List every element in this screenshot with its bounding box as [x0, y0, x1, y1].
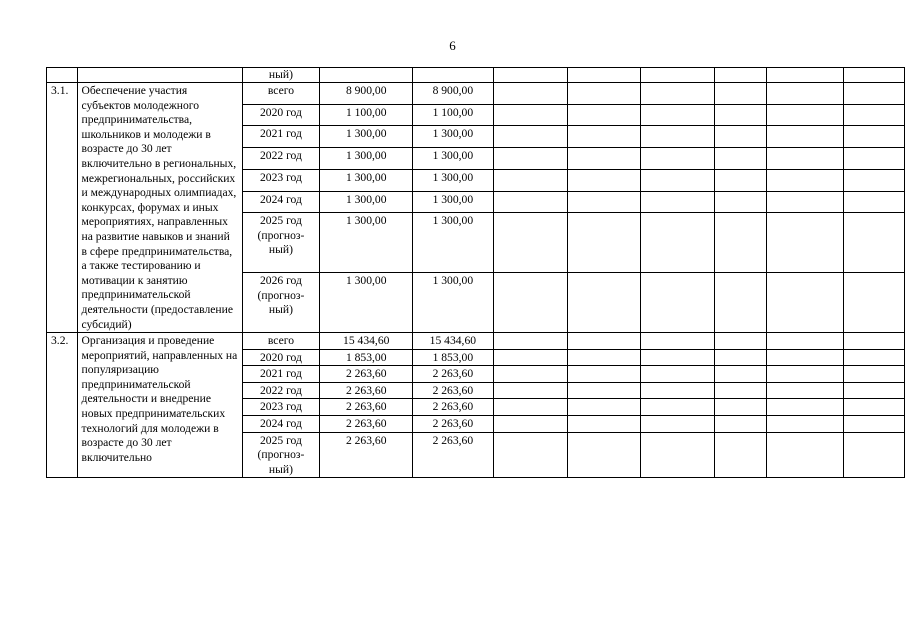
empty-cell — [641, 191, 714, 213]
empty-cell — [766, 366, 843, 383]
year-cell: 2024 год — [242, 191, 320, 213]
empty-cell — [641, 148, 714, 170]
year-cell: 2022 год — [242, 148, 320, 170]
empty-cell — [568, 349, 641, 366]
empty-cell — [568, 126, 641, 148]
total-cell: 2 263,60 — [320, 382, 413, 399]
empty-cell — [714, 169, 766, 191]
empty-cell — [493, 399, 568, 416]
empty-cell — [641, 382, 714, 399]
empty-cell — [714, 273, 766, 333]
empty-cell — [766, 213, 843, 273]
description-cell — [77, 68, 242, 83]
total-cell: 1 300,00 — [320, 148, 413, 170]
empty-cell — [641, 126, 714, 148]
empty-cell — [493, 333, 568, 350]
empty-cell — [714, 366, 766, 383]
total-cell: 1 300,00 — [320, 273, 413, 333]
budget-cell: 2 263,60 — [413, 382, 493, 399]
budget-cell: 2 263,60 — [413, 366, 493, 383]
empty-cell — [843, 191, 904, 213]
total-cell: 1 300,00 — [320, 213, 413, 273]
empty-cell — [843, 68, 904, 83]
empty-cell — [766, 169, 843, 191]
empty-cell — [493, 416, 568, 433]
empty-cell — [493, 273, 568, 333]
empty-cell — [766, 333, 843, 350]
empty-cell — [714, 333, 766, 350]
budget-cell: 1 300,00 — [413, 213, 493, 273]
empty-cell — [641, 68, 714, 83]
empty-cell — [714, 382, 766, 399]
budget-cell: 1 100,00 — [413, 104, 493, 126]
total-cell: 2 263,60 — [320, 399, 413, 416]
year-cell: 2025 год (прогноз-ный) — [242, 432, 320, 478]
empty-cell — [493, 169, 568, 191]
empty-cell — [843, 169, 904, 191]
budget-cell: 1 300,00 — [413, 191, 493, 213]
empty-cell — [568, 104, 641, 126]
empty-cell — [766, 83, 843, 105]
empty-cell — [568, 399, 641, 416]
empty-cell — [843, 126, 904, 148]
year-cell: всего — [242, 333, 320, 350]
empty-cell — [843, 273, 904, 333]
total-cell: 2 263,60 — [320, 416, 413, 433]
empty-cell — [493, 126, 568, 148]
empty-cell — [641, 366, 714, 383]
row-number-cell — [47, 68, 78, 83]
budget-cell — [413, 68, 493, 83]
empty-cell — [843, 432, 904, 478]
empty-cell — [568, 169, 641, 191]
empty-cell — [641, 432, 714, 478]
description-cell: Организация и проведение мероприятий, направленных на популяризацию предпринимательской деятельности и внедрение новых предпринимательских технологий для молодежи в возрасте до 30 лет включительно — [77, 333, 242, 478]
empty-cell — [843, 349, 904, 366]
empty-cell — [493, 382, 568, 399]
table-row — [47, 333, 905, 350]
empty-cell — [493, 68, 568, 83]
empty-cell — [843, 366, 904, 383]
empty-cell — [493, 213, 568, 273]
empty-cell — [641, 213, 714, 273]
empty-cell — [568, 68, 641, 83]
empty-cell — [641, 83, 714, 105]
budget-cell: 2 263,60 — [413, 432, 493, 478]
empty-cell — [493, 104, 568, 126]
empty-cell — [843, 416, 904, 433]
budget-cell: 2 263,60 — [413, 416, 493, 433]
empty-cell — [714, 126, 766, 148]
empty-cell — [766, 382, 843, 399]
empty-cell — [568, 416, 641, 433]
empty-cell — [568, 432, 641, 478]
empty-cell — [766, 349, 843, 366]
empty-cell — [714, 191, 766, 213]
year-cell: 2023 год — [242, 169, 320, 191]
empty-cell — [493, 366, 568, 383]
empty-cell — [714, 104, 766, 126]
empty-cell — [493, 191, 568, 213]
empty-cell — [568, 382, 641, 399]
table-row — [47, 83, 905, 105]
empty-cell — [766, 191, 843, 213]
empty-cell — [568, 273, 641, 333]
empty-cell — [641, 169, 714, 191]
table-body — [47, 68, 905, 478]
empty-cell — [843, 382, 904, 399]
empty-cell — [568, 333, 641, 350]
empty-cell — [766, 104, 843, 126]
year-cell: 2026 год (прогноз-ный) — [242, 273, 320, 333]
empty-cell — [641, 349, 714, 366]
total-cell: 2 263,60 — [320, 432, 413, 478]
page-number: 6 — [449, 38, 456, 53]
empty-cell — [568, 83, 641, 105]
empty-cell — [568, 191, 641, 213]
budget-cell: 1 300,00 — [413, 273, 493, 333]
empty-cell — [714, 148, 766, 170]
empty-cell — [843, 399, 904, 416]
empty-cell — [714, 399, 766, 416]
year-cell: 2021 год — [242, 126, 320, 148]
empty-cell — [568, 148, 641, 170]
empty-cell — [714, 349, 766, 366]
empty-cell — [843, 333, 904, 350]
total-cell — [320, 68, 413, 83]
year-cell: 2022 год — [242, 382, 320, 399]
total-cell: 1 100,00 — [320, 104, 413, 126]
empty-cell — [493, 432, 568, 478]
empty-cell — [493, 83, 568, 105]
year-cell: 2021 год — [242, 366, 320, 383]
empty-cell — [766, 126, 843, 148]
year-cell: 2024 год — [242, 416, 320, 433]
empty-cell — [568, 213, 641, 273]
empty-cell — [843, 104, 904, 126]
total-cell: 1 300,00 — [320, 126, 413, 148]
budget-cell: 1 853,00 — [413, 349, 493, 366]
empty-cell — [714, 432, 766, 478]
budget-cell: 1 300,00 — [413, 148, 493, 170]
year-cell: 2023 год — [242, 399, 320, 416]
empty-cell — [641, 416, 714, 433]
budget-cell: 8 900,00 — [413, 83, 493, 105]
budget-cell: 2 263,60 — [413, 399, 493, 416]
empty-cell — [766, 148, 843, 170]
total-cell: 15 434,60 — [320, 333, 413, 350]
continuation-row — [47, 68, 905, 83]
year-cell: 2025 год (прогноз-ный) — [242, 213, 320, 273]
budget-cell: 1 300,00 — [413, 169, 493, 191]
empty-cell — [714, 213, 766, 273]
year-cell: ный) — [242, 68, 320, 83]
empty-cell — [714, 416, 766, 433]
description-cell: Обеспечение участия субъектов молодежного предпринимательства, школьников и молодежи в возрасте до 30 лет включительно в региональных, межрегиональных, российских и международных олимпиадах, конкурсах, форумах и иных мероприятиях, направленных на развитие навыков и знаний в сфере предпринимательства, а также тестированию и мотивации к занятию предпринимательской деятельности (предоставление субсидий) — [77, 83, 242, 333]
budget-cell: 15 434,60 — [413, 333, 493, 350]
empty-cell — [714, 68, 766, 83]
budget-cell: 1 300,00 — [413, 126, 493, 148]
row-number-cell: 3.1. — [47, 83, 78, 333]
empty-cell — [843, 213, 904, 273]
empty-cell — [493, 148, 568, 170]
empty-cell — [641, 399, 714, 416]
empty-cell — [714, 83, 766, 105]
year-cell: 2020 год — [242, 104, 320, 126]
empty-cell — [843, 148, 904, 170]
row-number-cell: 3.2. — [47, 333, 78, 478]
empty-cell — [568, 366, 641, 383]
total-cell: 1 853,00 — [320, 349, 413, 366]
empty-cell — [766, 68, 843, 83]
empty-cell — [843, 83, 904, 105]
budget-table — [46, 67, 905, 478]
empty-cell — [641, 333, 714, 350]
empty-cell — [766, 399, 843, 416]
empty-cell — [766, 273, 843, 333]
total-cell: 2 263,60 — [320, 366, 413, 383]
total-cell: 8 900,00 — [320, 83, 413, 105]
year-cell: 2020 год — [242, 349, 320, 366]
year-cell: всего — [242, 83, 320, 105]
empty-cell — [641, 104, 714, 126]
empty-cell — [641, 273, 714, 333]
empty-cell — [766, 432, 843, 478]
empty-cell — [766, 416, 843, 433]
empty-cell — [493, 349, 568, 366]
total-cell: 1 300,00 — [320, 191, 413, 213]
total-cell: 1 300,00 — [320, 169, 413, 191]
